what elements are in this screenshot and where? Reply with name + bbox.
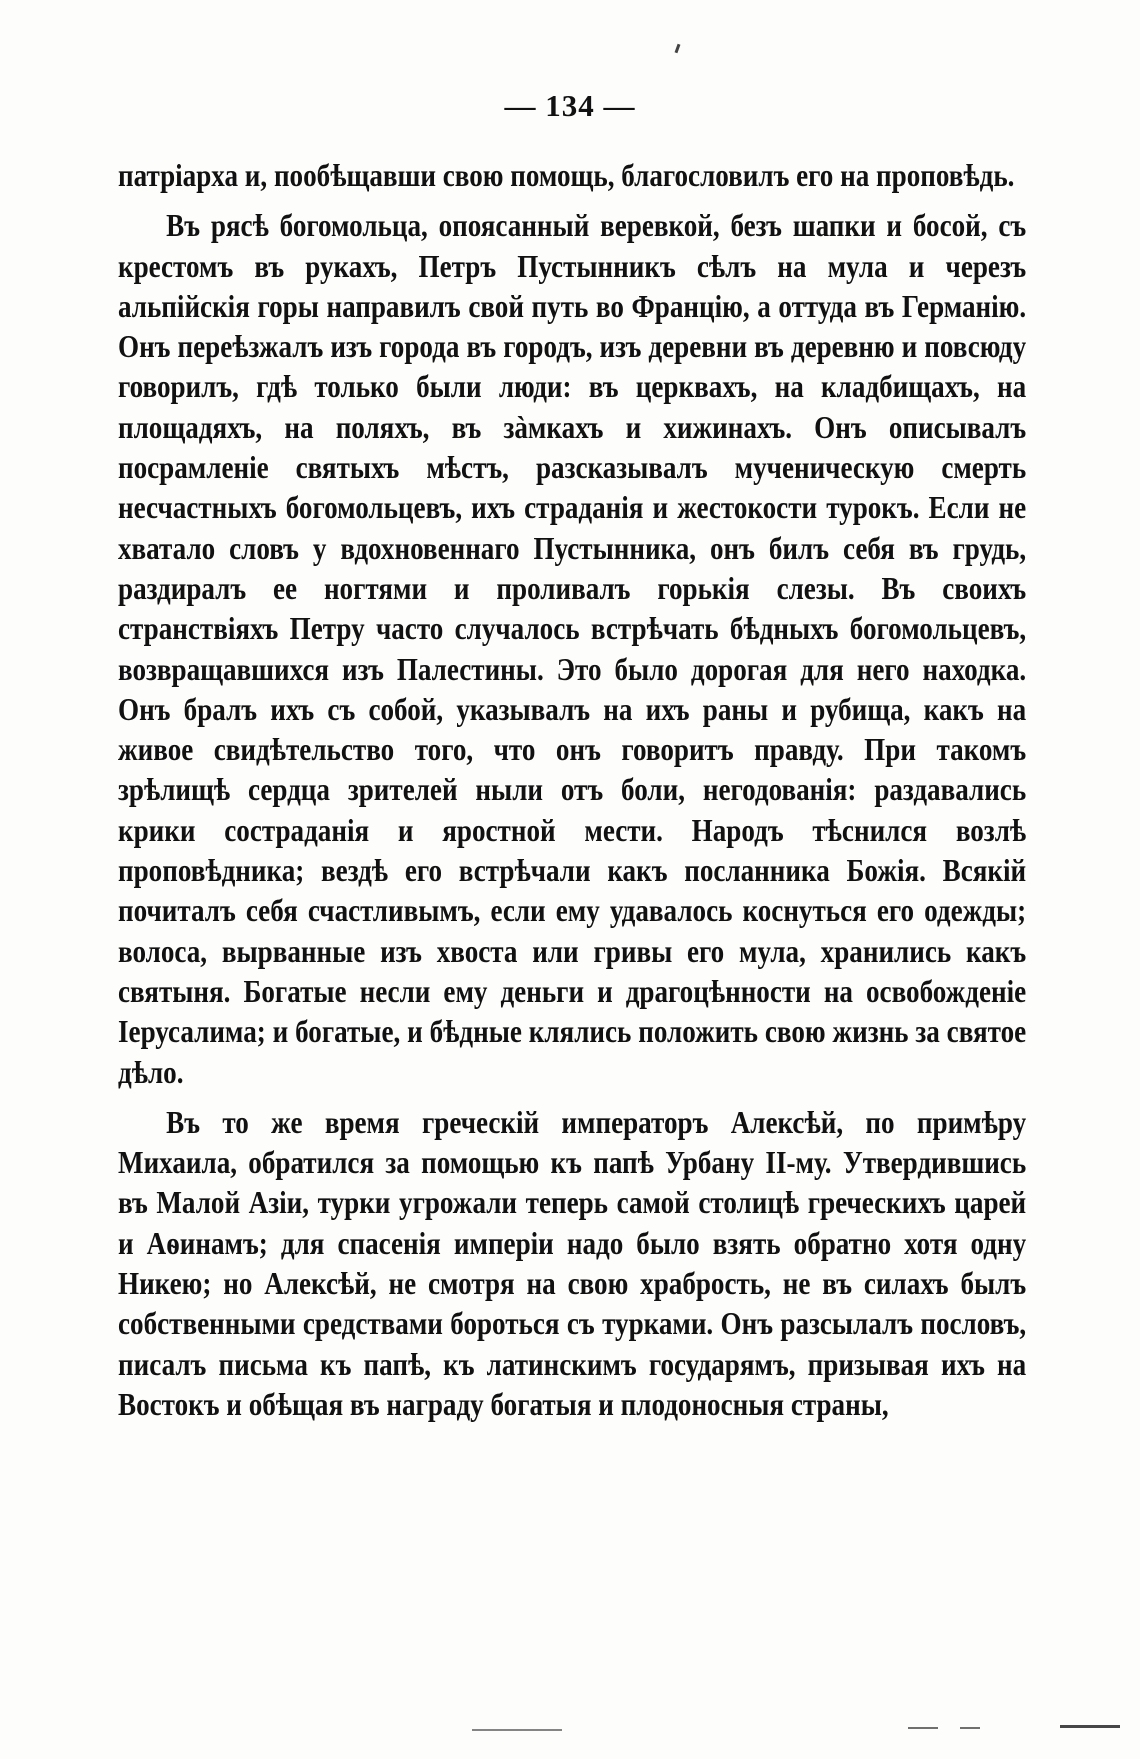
body-text [118,156,1026,1425]
bottom-rule-mark [472,1729,562,1731]
bottom-rule-mark [908,1727,938,1729]
bottom-rule-mark [960,1727,980,1729]
ink-speck [675,44,681,53]
paragraph-peter-hermit: Въ рясѣ богомольца, опоясанный веревкой, безъ шапки и босой, съ крестомъ въ рукахъ, Петръ Пустынникъ сѣлъ на мула и черезъ альпійскія горы направилъ свой путь во Францію, а оттуда въ Германію. Онъ переѣзжалъ изъ города въ городъ, изъ деревни въ деревню и повсюду говорилъ, гдѣ только были люди: въ церквахъ, на кладбищахъ, на площадяхъ, на поляхъ, въ зàмкахъ и хижинахъ. Онъ описывалъ посрамленіе святыхъ мѣстъ, разсказывалъ мученическую смерть несчастныхъ богомольцевъ, ихъ страданія и жестокости турокъ. Если не хватало словъ у вдохновеннаго Пустынника, онъ билъ себя въ грудь, раздиралъ ее ногтями и проливалъ горькія слезы. Въ своихъ странствіяхъ Петру часто случалось встрѣчать бѣдныхъ богомольцевъ, возвращавшихся изъ Палестины. Это было дорогая для него находка. Онъ бралъ ихъ съ собой, указывалъ на ихъ раны и рубища, какъ на живое свидѣтельство того, что онъ говоритъ правду. При такомъ зрѣлищѣ сердца зрителей ныли отъ боли, негодованія: раздавались крики состраданія и яростной мести. Народъ тѣснился возлѣ проповѣдника; вездѣ его встрѣчали какъ посланника Божія. Всякій почиталъ себя счастливымъ, если ему удавалось коснуться его одежды; волоса, вырванные изъ хвоста или гривы его мула, хранились какъ святыня. Богатые несли ему деньги и драгоцѣнности на освобожденіе Іерусалима; и богатые, и бѣдные клялись положить свою жизнь за святое дѣло. [118,208,1027,1090]
paragraph-continuation: патріарха и, пообѣщавши свою помощь, благословилъ его на проповѣдь. [118,158,1015,193]
page-number: — 134 — [504,88,636,123]
bottom-rule-mark [1060,1725,1120,1728]
paragraph-alexios: Въ то же время греческій императоръ Алексѣй, по примѣру Михаила, обратился за помощью къ папѣ Урбану II-му. Утвердившись въ Малой Азіи, турки угрожали теперь самой столицѣ греческихъ царей и Аѳинамъ; для спасенія имперіи надо было взять обратно хотя одну Никею; но Алексѣй, не смотря на свою храбрость, не въ силахъ былъ собственными средствами бороться съ турками. Онъ разсылалъ пословъ, писалъ письма къ папѣ, къ латинскимъ государямъ, призывая ихъ на Востокъ и обѣщая въ награду богатыя и плодоносныя страны, [118,1104,1027,1422]
